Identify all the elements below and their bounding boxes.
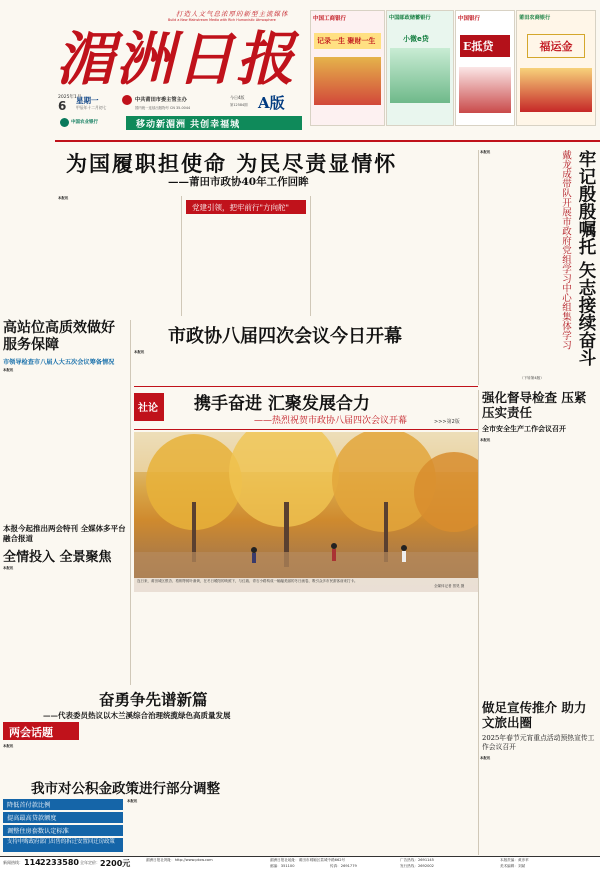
weekday: 星期一 (76, 96, 99, 105)
publisher-badge (122, 95, 132, 105)
ad-psbc-slogan: 小微e贷 (403, 35, 429, 43)
yr-story (480, 700, 596, 855)
ad-psbc[interactable] (386, 10, 454, 126)
yr-headline[interactable]: 做足宣传推介 助力文旅出圈 (482, 700, 587, 730)
nongshang-logo: 莆田农商银行 (519, 15, 551, 21)
rd-story (3, 524, 127, 664)
zx-story (134, 322, 478, 384)
footer-fax: 传真：2691779 (330, 864, 357, 868)
side-story-dai (480, 150, 596, 385)
yr-body (480, 756, 596, 855)
footer-hotline: 新闻热线： (3, 860, 23, 865)
footer (0, 856, 600, 870)
lunar-date: 甲辰年十二月初七 (76, 105, 107, 110)
issue-number: 第12584期 (230, 103, 248, 107)
ad-boc-image (459, 67, 511, 113)
footer-dist: 发行热线：2692002 (400, 864, 434, 868)
date-day: 6 (58, 99, 67, 113)
date-year: 2025年1月 (58, 95, 82, 100)
side-subhead: 戴龙成带队开展市政府党组学习中心组集体学习 (560, 150, 571, 350)
gz-body (3, 368, 127, 520)
lead-headline[interactable]: 为国履职担使命 为民尽责显情怀 (66, 151, 398, 176)
footer-editor-2: 美术编辑：刘斌 (500, 864, 526, 868)
footer-phone[interactable]: 114 (24, 858, 41, 867)
masthead-slogan: 打造人文气息浓厚的新型主流媒体 (176, 10, 289, 18)
rd-headline[interactable]: 本报今起推出两会特刊 全媒体多平台融合报道 (3, 524, 126, 543)
pd-badge: 两会话题 (3, 722, 79, 740)
editorial-tag: 社论 (134, 393, 164, 421)
pd-story (3, 688, 478, 776)
lead-box-title: 党建引领，把牢前行"方向舵" (192, 203, 289, 212)
photo-caption: 连日来，莆田城区银杏、梧桐等树叶渐黄，在冬日暖阳的映照下，与红墙、青石小路构成一幅幅美丽的冬日画卷，吸引众多市民游客前来打卡。 (137, 579, 358, 583)
pd-headline[interactable]: 奋勇争先谱新篇 (99, 690, 208, 709)
yr-byline: 本报讯 (480, 756, 491, 760)
banner-slogan: 移动新湄洲 共创幸福城 (126, 116, 302, 130)
icbc-logo: 中国工商银行 (313, 16, 347, 22)
side-byline: 本报讯 (480, 150, 491, 154)
side-jump[interactable]: （下转第4版） (520, 376, 544, 380)
rd-headline-2[interactable]: 全情投入 全景聚焦 (3, 550, 112, 565)
pd-body-2 (125, 722, 243, 776)
side-body (480, 150, 554, 375)
pd-subhead: ——代表委员热议以木兰溪综合治理统揽绿色高质量发展 (43, 711, 231, 720)
lead-subhead: ——莆田市政协40年工作回眸 (168, 176, 309, 188)
photo-scene (134, 432, 478, 592)
fin-list-item: 提高最高贷款额度 (3, 812, 123, 823)
insp-headline[interactable]: 强化督导检查 压紧压实责任 (482, 390, 587, 420)
pd-body-1 (3, 744, 121, 776)
zx-body-1 (134, 350, 246, 384)
insp-body (480, 438, 596, 688)
ad-boc-slogan: E抵贷 (460, 35, 510, 57)
pd-body-4 (369, 722, 477, 776)
cn-number: 国内统一连续出版物号 CN 35-0044 (135, 106, 191, 110)
fin-story (3, 777, 478, 853)
fin-list-item: 调整住房套数认定标准 (3, 825, 123, 836)
insp-story (480, 390, 596, 690)
boc-logo: 中国银行 (458, 16, 481, 22)
footer-web[interactable]: 湄洲日报社网址：http://www.ptxw.com (146, 858, 213, 862)
lead-box (186, 200, 306, 214)
gz-headline[interactable]: 高站位高质效做好服务保障 (3, 320, 115, 353)
editorial-headline[interactable]: 携手奋进 汇聚发展合力 (194, 394, 370, 414)
newspaper-logo: 湄洲日报 (56, 25, 297, 93)
editorial-jump[interactable]: >>>第2版 (434, 419, 460, 425)
zx-byline: 本报讯 (134, 350, 145, 354)
lead-story (58, 148, 546, 316)
rd-byline: 本报讯 (3, 566, 14, 570)
fin-body-3 (359, 799, 475, 853)
lead-byline: 本报讯 (58, 196, 69, 200)
lead-col-3 (314, 196, 426, 316)
photo-credit: 全媒体记者 蔡昊 摄 (434, 584, 465, 588)
footer-price: 全年定价： (80, 860, 100, 865)
gz-subhead: 市领导检查市八届人大五次会议筹备情况 (3, 359, 115, 366)
yr-subhead: 2025年春节元宵重点活动预热宣传工作会议召开 (482, 734, 595, 751)
date-box (58, 94, 298, 114)
ad-boc[interactable] (455, 10, 515, 126)
fin-list-item: 支持申购政府部门出售的拆迁安置回迁房政策 (3, 838, 123, 852)
insp-subhead: 全市安全生产工作会议召开 (482, 424, 566, 433)
abc-icon (60, 118, 69, 127)
ad-icbc-slogan: 记录一生 聚财一生 (314, 33, 381, 49)
fin-byline: 本报讯 (127, 799, 138, 803)
photo-ginkgo[interactable] (134, 432, 478, 592)
fin-list (3, 799, 123, 855)
fin-body-1 (127, 799, 239, 853)
side-headline[interactable]: 牢记殷殷嘱托 矢志接续奋斗 (576, 150, 596, 367)
masthead-slogan-en: Build a New Mainstream Media with Rich Humanistic Atmosphere (168, 18, 276, 22)
rd-body (3, 566, 127, 676)
zx-body-2 (250, 350, 362, 384)
gz-byline: 本报讯 (3, 368, 14, 372)
zx-headline[interactable]: 市政协八届四次会议今日开幕 (168, 326, 402, 347)
edition-label: A版 (258, 94, 285, 112)
zx-body-3 (366, 350, 478, 384)
editorial-banner (134, 386, 478, 430)
footer-editor: 本版责编：黄彦苹 (500, 858, 529, 862)
psbc-logo: 中国邮政储蓄银行 (389, 15, 431, 21)
issue-count: 今日4版 (230, 95, 245, 100)
insp-byline: 本报讯 (480, 438, 491, 442)
publisher: 中共莆田市委主管主办 (135, 97, 187, 103)
lead-col-2 (186, 218, 306, 316)
footer-address: 湄洲日报社地址：莆田市城厢区荔城中路662号 (270, 858, 346, 862)
ad-psbc-image (390, 48, 450, 103)
ad-nongshang-image (520, 68, 592, 112)
pd-byline: 本报讯 (3, 744, 14, 748)
footer-phone-2[interactable]: 2233580 (40, 858, 79, 867)
photo-caption-box (134, 578, 478, 592)
footer-ad: 广告热线：2691145 (400, 858, 434, 862)
footer-postcode: 邮编：351100 (270, 864, 295, 868)
masthead (0, 0, 600, 142)
ad-nongshang[interactable] (516, 10, 596, 126)
abc-bank-name: 中国农业银行 (71, 120, 98, 125)
gz-story (3, 320, 127, 520)
ad-nongshang-slogan: 福运金 (527, 34, 585, 58)
footer-price-value: 2200元 (100, 859, 131, 868)
pd-body-3 (247, 722, 365, 776)
fin-headline[interactable]: 我市对公积金政策进行部分调整 (31, 781, 220, 797)
fin-body-2 (243, 799, 355, 853)
fin-list-item: 降低首付款比例 (3, 799, 123, 810)
editorial-subhead: ——热烈祝贺市政协八届四次会议开幕 (254, 416, 408, 426)
ad-icbc[interactable] (310, 10, 385, 126)
lead-col-1 (58, 196, 178, 316)
ad-icbc-image (314, 57, 381, 105)
abc-logo-bar (60, 117, 120, 128)
